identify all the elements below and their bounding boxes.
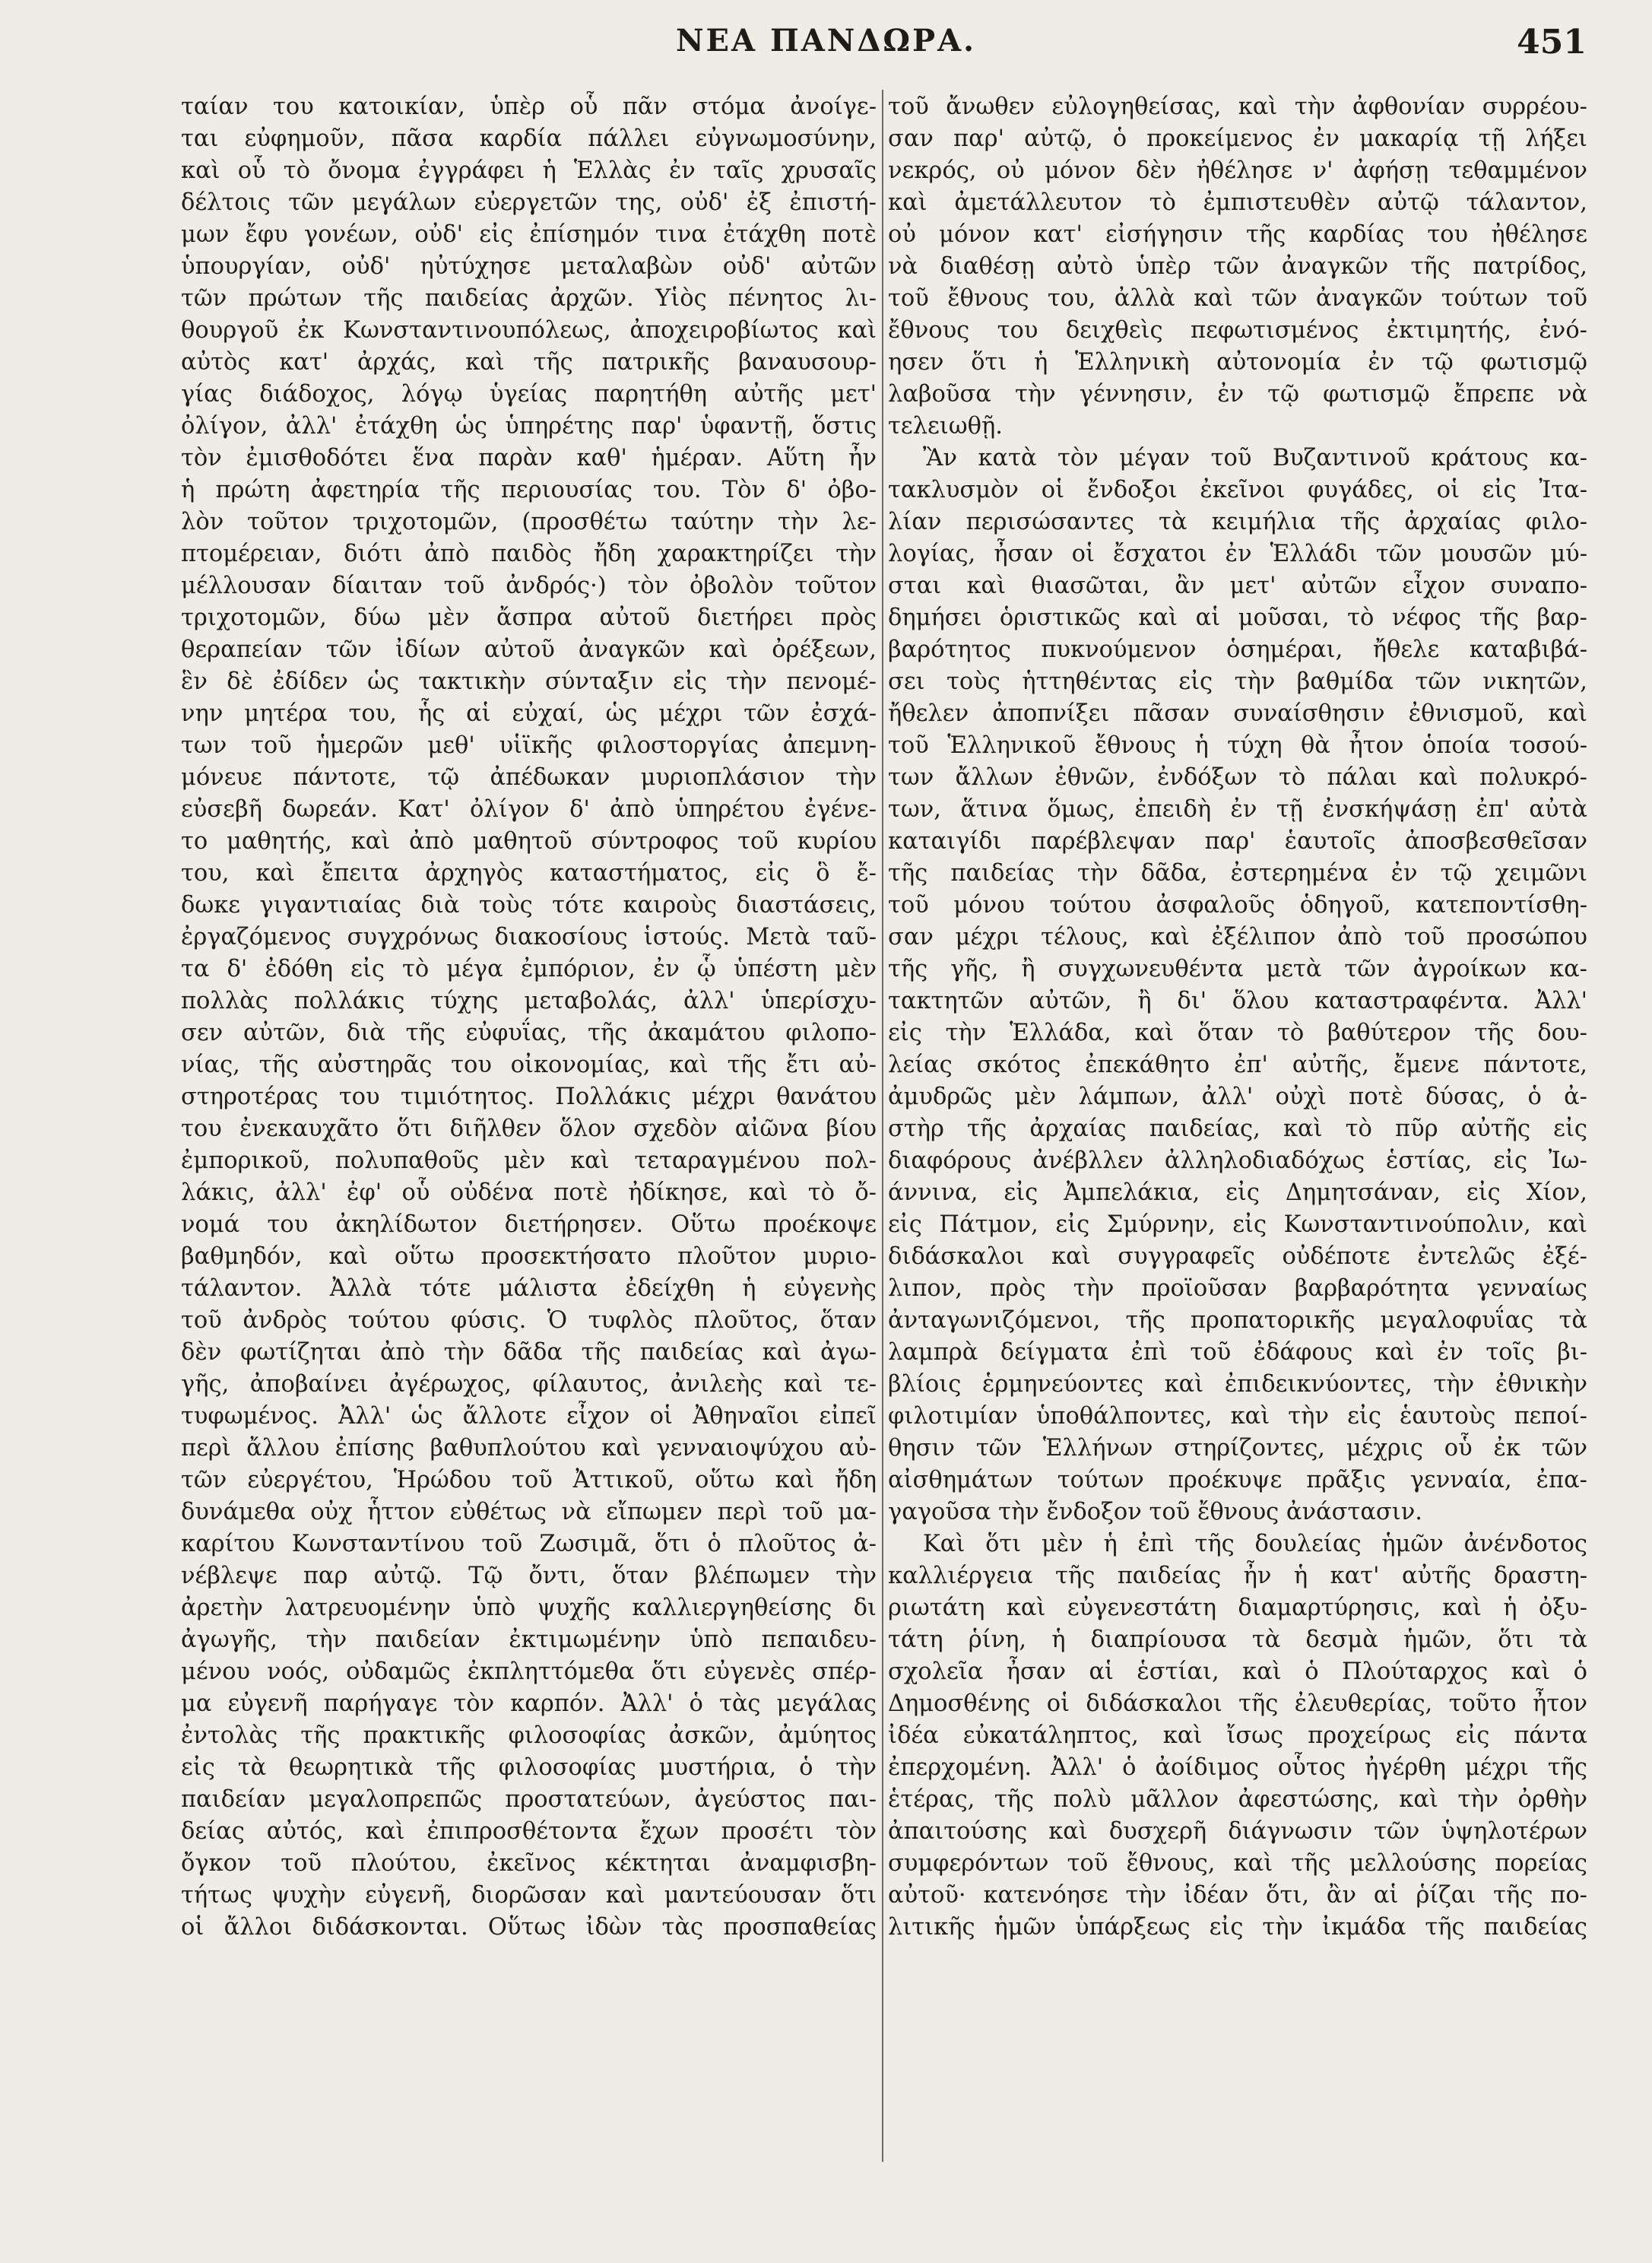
- text-line: λάκις, ἀλλ' ἐφ' οὗ οὐδένα ποτὲ ἠδίκησε, καὶ τὸ ὄ-: [181, 1179, 877, 1206]
- text-line: νομά του ἀκηλίδωτον διετήρησεν. Οὕτω προέκοψε: [181, 1211, 877, 1238]
- text-line: διαφόρους ἀνέβλλεν ἀλληλοδιαδόχως ἑστίας, εἰς Ἰω-: [888, 1147, 1587, 1174]
- text-line: γαγοῦσα τὴν ἔνδοξον τοῦ ἔθνους ἀνάστασιν.: [888, 1499, 1422, 1525]
- text-line: μων ἔφυ γονέων, οὐδ' εἰς ἐπίσημόν τινα ἐτάχθη ποτὲ: [181, 221, 877, 248]
- text-line: τοῦ μόνου τούτου ἀσφαλοῦς ὁδηγοῦ, κατεποντίσθη-: [888, 892, 1587, 919]
- text-line: μα εὐγενῆ παρήγαγε τὸν καρπόν. Ἀλλ' ὁ τὰς μεγάλας: [181, 1690, 877, 1717]
- text-line: δημήσει ὁριστικῶς καὶ αἱ μοῦσαι, τὸ νέφος τῆς βαρ-: [888, 605, 1587, 631]
- text-line: εἰς Πάτμον, εἰς Σμύρνην, εἰς Κωνσταντινούπολιν, καὶ: [888, 1211, 1587, 1238]
- text-line: καὶ ἀμετάλλευτον τὸ ἐμπιστευθὲν αὐτῷ τάλαντον,: [888, 189, 1587, 216]
- text-line: τῆς παιδείας τὴν δᾶδα, ἐστερημένα ἐν τῷ χειμῶνι: [888, 860, 1587, 887]
- text-line: στὴρ τῆς ἀρχαίας παιδείας, καὶ τὸ πῦρ αὐτῆς εἰς: [888, 1116, 1587, 1142]
- text-line: σται καὶ θιασῶται, ἂν μετ' αὐτῶν εἶχον συναπο-: [888, 573, 1587, 599]
- text-line: τὸν ἐμισθοδότει ἕνα παρὰν καθ' ἡμέραν. Αὕτη ἦν: [181, 445, 877, 471]
- text-line: Καὶ ὅτι μὲν ἡ ἐπὶ τῆς δουλείας ἡμῶν ἀνένδοτος: [923, 1531, 1587, 1557]
- text-line: δωκε γιγαντιαίας διὰ τοὺς τότε καιροὺς διαστάσεις,: [181, 892, 877, 919]
- text-line: ἤθελεν ἀποπνίξει πᾶσαν συναίσθησιν ἐθνισμοῦ, καὶ: [888, 700, 1587, 727]
- text-line: οὐ μόνον κατ' εἰσήγησιν τῆς καρδίας του ἠθέλησε: [888, 221, 1587, 248]
- text-line: Ἂν κατὰ τὸν μέγαν τοῦ Βυζαντινοῦ κράτους κα-: [923, 445, 1587, 471]
- text-line: των ἄλλων ἐθνῶν, ἐνδόξων τὸ πάλαι καὶ πολυκρό-: [888, 764, 1587, 791]
- text-line: τοῦ ἔθνους του, ἀλλὰ καὶ τῶν ἀναγκῶν τούτων τοῦ: [888, 285, 1587, 312]
- text-line: μέλλουσαν δίαιταν τοῦ ἀνδρός·) τὸν ὀβολὸν τοῦτον: [181, 573, 877, 599]
- text-line: εἰς τὰ θεωρητικὰ τῆς φιλοσοφίας μυστήρια, ὁ τὴν: [181, 1754, 877, 1781]
- text-line: των, ἅτινα ὅμως, ἐπειδὴ ἐν τῇ ἐνσκήψάσῃ ἐπ' αὐτὰ: [888, 796, 1587, 823]
- text-line: ριωτάτη καὶ εὐγενεστάτη διαμαρτύρησις, καὶ ἡ ὀξυ-: [888, 1595, 1587, 1621]
- text-line: λαμπρὰ δείγματα ἐπὶ τοῦ ἐδάφους καὶ ἐν τοῖς βι-: [888, 1339, 1587, 1366]
- text-line: εἰς τὴν Ἑλλάδα, καὶ ὅταν τὸ βαθύτερον τῆς δου-: [888, 1020, 1587, 1046]
- text-line: λιτικῆς ἡμῶν ὑπάρξεως εἰς τὴν ἰκμάδα τῆς παιδείας: [888, 1914, 1587, 1941]
- text-line: δυνάμεθα οὐχ ἧττον εὐθέτως νὰ εἴπωμεν περὶ τοῦ μα-: [181, 1499, 877, 1525]
- text-line: σχολεῖα ἦσαν αἱ ἑστίαι, καὶ ὁ Πλούταρχος καὶ ὁ: [888, 1658, 1587, 1685]
- text-line: του ἐνεκαυχᾶτο ὅτι διῆλθεν ὅλον σχεδὸν αἰῶνα βίου: [181, 1116, 877, 1142]
- text-line: βαθμηδόν, καὶ οὕτω προσεκτήσατο πλοῦτον μυριο-: [181, 1243, 877, 1270]
- column-divider: [882, 90, 883, 2162]
- text-line: ἰδέα εὐκατάληπτος, καὶ ἴσως προχείρως εἰς πάντα: [888, 1722, 1587, 1749]
- text-line: θουργοῦ ἐκ Κωνσταντινουπόλεως, ἀποχειροβίωτος καὶ: [181, 317, 877, 344]
- text-line: παιδείαν μεγαλοπρεπῶς προστατεύων, ἀγεύστος παι-: [181, 1786, 877, 1813]
- text-line: λείας σκότος ἐπεκάθητο ἐπ' αὐτῆς, ἔμενε πάντοτε,: [888, 1052, 1587, 1078]
- text-line: πτομέρειαν, διότι ἀπὸ παιδὸς ἤδη χαρακτηρίζει τὴν: [181, 541, 877, 567]
- text-line: γίας διάδοχος, λόγῳ ὑγείας παρητήθη αὐτῆς μετ': [181, 381, 877, 408]
- text-line: βλίοις ἑρμηνεύοντες καὶ ἐπιδεικνύοντες, τὴν ἐθνικὴν: [888, 1371, 1587, 1398]
- text-line: τυφωμένος. Ἀλλ' ὡς ἄλλοτε εἶχον οἱ Ἀθηναῖοι εἰπεῖ: [181, 1403, 877, 1430]
- text-line: νὰ διαθέσῃ αὐτὸ ὑπὲρ τῶν ἀναγκῶν τῆς πατρίδος,: [888, 253, 1587, 280]
- left-column: [181, 91, 877, 2251]
- running-head: [0, 23, 1652, 68]
- text-line: των τοῦ ἡμερῶν μεθ' υἱϊκῆς φιλοστοργίας ἀπεμνη-: [181, 732, 877, 759]
- text-line: μόνευε πάντοτε, τῷ ἀπέδωκαν μυριοπλάσιον τὴν: [181, 764, 877, 791]
- text-line: σεν αὐτῶν, διὰ τῆς εὐφυΐας, τῆς ἀκαμάτου φιλοπο-: [181, 1020, 877, 1046]
- page-number: 451: [1517, 23, 1587, 62]
- text-line: τοῦ ἄνωθεν εὐλογηθείσας, καὶ τὴν ἀφθονίαν συρρέου-: [888, 94, 1587, 120]
- text-line: λιπον, πρὸς τὴν προϊοῦσαν βαρβαρότητα γενναίως: [888, 1275, 1587, 1302]
- text-line: διδάσκαλοι καὶ συγγραφεῖς οὐδέποτε ἐντελῶς ἐξέ-: [888, 1243, 1587, 1270]
- text-line: ὑπουργίαν, οὐδ' ηὐτύχησε μεταλαβὼν οὐδ' αὐτῶν: [181, 253, 877, 280]
- text-line: άννινα, εἰς Ἀμπελάκια, εἰς Δημητσάναν, εἰς Χίον,: [888, 1179, 1587, 1206]
- text-line: μένου νοός, οὐδαμῶς ἐκπληττόμεθα ὅτι εὐγενὲς σπέρ-: [181, 1658, 877, 1685]
- text-line: περὶ ἄλλου ἐπίσης βαθυπλούτου καὶ γενναιοψύχου αὐ-: [181, 1435, 877, 1462]
- text-line: λαβοῦσα τὴν γέννησιν, ἐν τῷ φωτισμῷ ἔπρεπε νὰ: [888, 381, 1587, 408]
- text-line: νην μητέρα του, ἧς αἱ εὐχαί, ὡς μέχρι τῶν ἐσχά-: [181, 700, 877, 727]
- text-line: τήτως ψυχὴν εὐγενῆ, διορῶσαν καὶ μαντεύουσαν ὅτι: [181, 1882, 877, 1909]
- text-line: τῶν εὐεργέτου, Ἡρώδου τοῦ Ἀττικοῦ, οὕτω καὶ ἤδη: [181, 1467, 877, 1493]
- text-line: καταιγίδι παρέβλεψαν παρ' ἑαυτοῖς ἀποσβεσθεῖσαν: [888, 828, 1587, 855]
- text-line: φιλοτιμίαν ὑποθάλποντες, καὶ τὴν εἰς ἑαυτοὺς πεποί-: [888, 1403, 1587, 1430]
- text-line: ται εὐφημοῦν, πᾶσα καρδία πάλλει εὐγνωμοσύνην,: [181, 125, 877, 152]
- text-line: καλλιέργεια τῆς παιδείας ἦν ἡ κατ' αὐτῆς δραστη-: [888, 1563, 1587, 1589]
- text-line: ὀλίγον, ἀλλ' ἐτάχθη ὡς ὑπηρέτης παρ' ὑφαντῇ, ὅστις: [181, 413, 877, 440]
- text-line: αὐτὸς κατ' ἀρχάς, καὶ τῆς πατρικῆς βαναυσουρ-: [181, 349, 877, 376]
- text-line: ησεν ὅτι ἡ Ἑλληνικὴ αὐτονομία ἐν τῷ φωτισμῷ: [888, 349, 1587, 376]
- text-line: θεραπείαν τῶν ἰδίων αὐτοῦ ἀναγκῶν καὶ ὀρέξεων,: [181, 636, 877, 663]
- text-line: ἐπερχομένη. Ἀλλ' ὁ ἀοίδιμος οὗτος ἠγέρθη μέχρι τῆς: [888, 1754, 1587, 1781]
- text-line: ὄγκον τοῦ πλούτου, ἐκεῖνος κέκτηται ἀναμφισβη-: [181, 1850, 877, 1877]
- text-line: δείας αὐτός, καὶ ἐπιπροσθέτοντα ἔχων προσέτι τὸν: [181, 1818, 877, 1845]
- text-line: τριχοτομῶν, δύω μὲν ἄσπρα αὐτοῦ διετήρει πρὸς: [181, 605, 877, 631]
- text-line: ἀμυδρῶς μὲν λάμπων, ἀλλ' οὐχὶ ποτὲ δύσας, ὁ ἀ-: [888, 1084, 1587, 1110]
- text-line: βαρότητος πυκνούμενον ὁσημέραι, ἤθελε καταβιβά-: [888, 636, 1587, 663]
- text-line: ταίαν του κατοικίαν, ὑπὲρ οὗ πᾶν στόμα ἀνοίγε-: [181, 94, 877, 120]
- text-line: ἡ πρώτη ἀφετηρία τῆς περιουσίας του. Τὸν δ' ὀβο-: [181, 477, 877, 503]
- text-line: τοῦ Ἑλληνικοῦ ἔθνους ἡ τύχη θὰ ἦτον ὁποία τοσού-: [888, 732, 1587, 759]
- text-line: ἑτέρας, τῆς πολὺ μᾶλλον ἀφεστώσης, καὶ τὴν ὀρθὴν: [888, 1786, 1587, 1813]
- text-line: ἐμπορικοῦ, πολυπαθοῦς μὲν καὶ τεταραγμένου πολ-: [181, 1147, 877, 1174]
- text-line: τῆς γῆς, ἢ συγχωνευθέντα μετὰ τῶν ἀγροίκων κα-: [888, 956, 1587, 982]
- text-line: Δημοσθένης οἱ διδάσκαλοι τῆς ἐλευθερίας, τοῦτο ἦτον: [888, 1690, 1587, 1717]
- text-line: γῆς, ἀποβαίνει ἀγέρωχος, φίλαυτος, ἀνιλεὴς καὶ τε-: [181, 1371, 877, 1398]
- text-line: του, καὶ ἔπειτα ἀρχηγὸς καταστήματος, εἰς ὃ ἔ-: [181, 860, 877, 887]
- text-line: τακλυσμὸν οἱ ἔνδοξοι ἐκεῖνοι φυγάδες, οἱ εἰς Ἰτα-: [888, 477, 1587, 503]
- text-line: ἀνταγωνιζόμενοι, τῆς προπατορικῆς μεγαλοφυΐας τὰ: [888, 1307, 1587, 1334]
- text-line: νίας, τῆς αὐστηρᾶς του οἰκονομίας, καὶ τῆς ἔτι αὐ-: [181, 1052, 877, 1078]
- text-line: τάλαντον. Ἀλλὰ τότε μάλιστα ἐδείχθη ἡ εὐγενὴς: [181, 1275, 877, 1302]
- text-line: πολλὰς πολλάκις τύχης μεταβολάς, ἀλλ' ὑπερίσχυ-: [181, 988, 877, 1014]
- text-line: στηροτέρας του τιμιότητος. Πολλάκις μέχρι θανάτου: [181, 1084, 877, 1110]
- text-line: ἓν δὲ ἐδίδεν ὡς τακτικὴν σύνταξιν εἰς τὴν πενομέ-: [181, 668, 877, 695]
- text-line: τα δ' ἐδόθη εἰς τὸ μέγα ἐμπόριον, ἐν ᾧ ὑπέστη μὲν: [181, 956, 877, 982]
- text-line: καὶ οὗ τὸ ὄνομα ἐγγράφει ἡ Ἑλλὰς ἐν ταῖς χρυσαῖς: [181, 157, 877, 184]
- text-line: λίαν περισώσαντες τὰ κειμήλια τῆς ἀρχαίας φιλο-: [888, 509, 1587, 535]
- text-line: σαν μέχρι τέλους, καὶ ἐξέλιπον ἀπὸ τοῦ προσώπου: [888, 924, 1587, 951]
- text-line: νέβλεψε παρ αὐτῷ. Τῷ ὄντι, ὅταν βλέπωμεν τὴν: [181, 1563, 877, 1589]
- text-line: οἱ ἄλλοι διδάσκονται. Οὕτως ἰδὼν τὰς προσπαθείας: [181, 1914, 877, 1941]
- text-line: το μαθητής, καὶ ἀπὸ μαθητοῦ σύντροφος τοῦ κυρίου: [181, 828, 877, 855]
- text-line: δέλτοις τῶν μεγάλων εὐεργετῶν της, οὐδ' ἐξ ἐπιστή-: [181, 189, 877, 216]
- text-line: λογίας, ἦσαν οἱ ἔσχατοι ἐν Ἑλλάδι τῶν μουσῶν μύ-: [888, 541, 1587, 567]
- text-line: τακτητῶν αὐτῶν, ἢ δι' ὅλου καταστραφέντα. Ἀλλ': [888, 988, 1587, 1014]
- right-column: [888, 91, 1587, 2251]
- text-line: αἰσθημάτων τούτων προέκυψε πρᾶξις γενναία, ἐπα-: [888, 1467, 1587, 1493]
- text-line: λὸν τοῦτον τριχοτομῶν, (προσθέτω ταύτην τὴν λε-: [181, 509, 877, 535]
- text-line: νεκρός, οὐ μόνον δὲν ἠθέλησε ν' ἀφήσῃ τεθαμμένον: [888, 157, 1587, 184]
- text-line: δὲν φωτίζηται ἀπὸ τὴν δᾶδα τῆς παιδείας καὶ ἀγω-: [181, 1339, 877, 1366]
- text-line: τοῦ ἀνδρὸς τούτου φύσις. Ὁ τυφλὸς πλοῦτος, ὅταν: [181, 1307, 877, 1334]
- text-line: σαν παρ' αὐτῷ, ὁ προκείμενος ἐν μακαρίᾳ τῇ λήξει: [888, 125, 1587, 152]
- running-title: ΝΕΑ ΠΑΝΔΩΡΑ.: [675, 23, 977, 59]
- text-line: ἀρετὴν λατρευομένην ὑπὸ ψυχῆς καλλιεργηθείσης δι: [181, 1595, 877, 1621]
- text-line: σει τοὺς ἡττηθέντας εἰς τὴν βαθμίδα τῶν νικητῶν,: [888, 668, 1587, 695]
- text-line: ἔθνους του δειχθεὶς πεφωτισμένος ἐκτιμητής, ἐνό-: [888, 317, 1587, 344]
- text-line: ἐντολὰς τῆς πρακτικῆς φιλοσοφίας ἀσκῶν, ἀμύητος: [181, 1722, 877, 1749]
- text-line: ἐργαζόμενος συγχρόνως διακοσίους ἱστούς. Μετὰ ταῦ-: [181, 924, 877, 951]
- text-line: συμφερόντων τοῦ ἔθνους, καὶ τῆς μελλούσης πορείας: [888, 1850, 1587, 1877]
- text-line: θησιν τῶν Ἑλλήνων στηρίζοντες, μέχρις οὗ ἐκ τῶν: [888, 1435, 1587, 1462]
- text-line: ἀγωγῆς, τὴν παιδείαν ἐκτιμωμένην ὑπὸ πεπαιδευ-: [181, 1627, 877, 1653]
- text-line: εὐσεβῆ δωρεάν. Κατ' ὀλίγον δ' ἀπὸ ὑπηρέτου ἐγένε-: [181, 796, 877, 823]
- text-line: τῶν πρώτων τῆς παιδείας ἀρχῶν. Υἱὸς πένητος λι-: [181, 285, 877, 312]
- text-line: καρίτου Κωνσταντίνου τοῦ Ζωσιμᾶ, ὅτι ὁ πλοῦτος ἀ-: [181, 1531, 877, 1557]
- text-line: αὐτοῦ· κατενόησε τὴν ἰδέαν ὅτι, ἂν αἱ ῥίζαι τῆς πο-: [888, 1882, 1587, 1909]
- text-line: τάτη ῥίνη, ἡ διαπρίουσα τὰ δεσμὰ ἡμῶν, ὅτι τὰ: [888, 1627, 1587, 1653]
- text-line: τελειωθῇ.: [888, 413, 1003, 440]
- text-line: ἀπαιτούσης καὶ δυσχερῆ διάγνωσιν τῶν ὑψηλοτέρων: [888, 1818, 1587, 1845]
